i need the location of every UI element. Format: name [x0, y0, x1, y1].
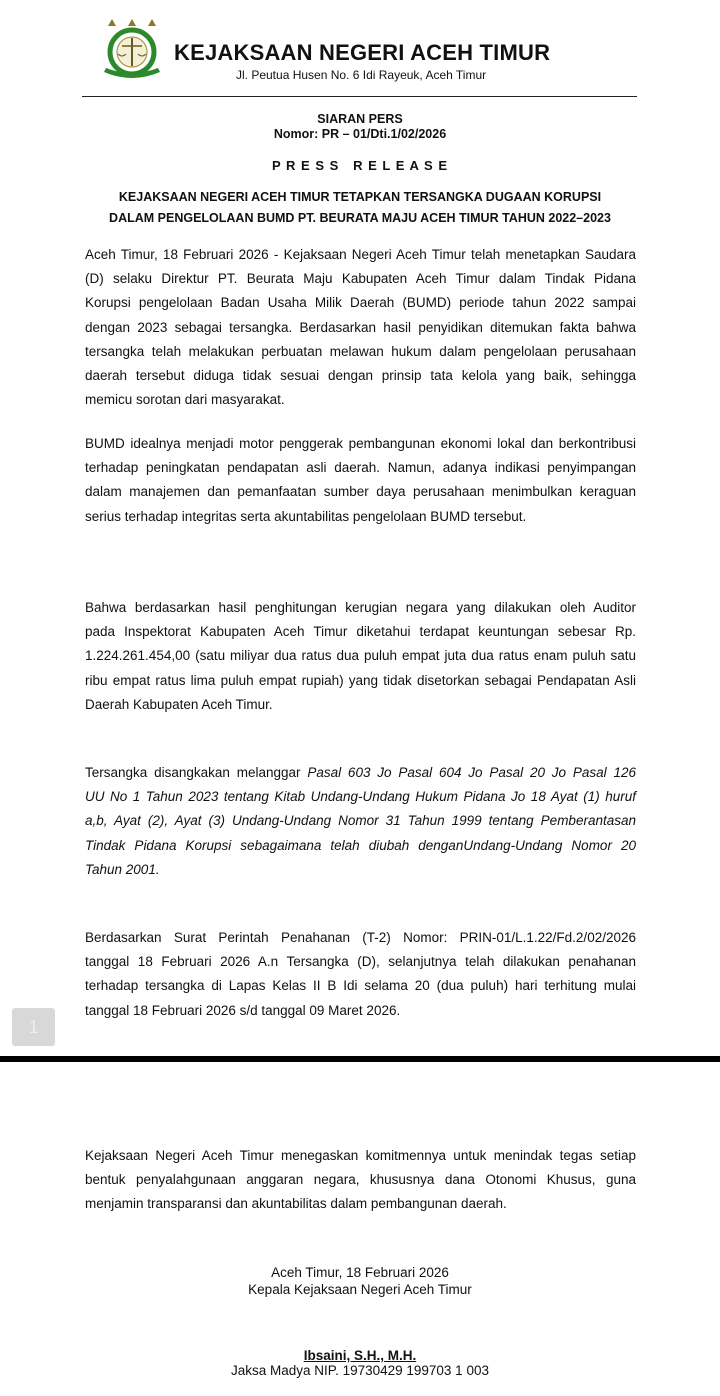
italic-segment: a,b, Ayat (2), Ayat (3) Undang-Undang Nomor 31 Tahun 1999 tentang Pemberantasan: [85, 813, 636, 829]
page-break: [0, 1056, 720, 1062]
release-number: Nomor: PR – 01/Dti.1/02/2026: [273, 127, 447, 141]
paragraph-line: menjamin transparansi dan akuntabilitas dalam pembangunan daerah.: [85, 1196, 507, 1212]
paragraph-line: Kejaksaan Negeri Aceh Timur menegaskan komitmennya untuk menindak tegas setiap: [85, 1148, 636, 1163]
paragraph-line: bentuk penyalahgunaan anggaran negara, khususnya dana Otonomi Khusus, guna: [85, 1172, 636, 1188]
paragraph-line: [85, 789, 636, 804]
page-number-badge: 1: [12, 1008, 55, 1046]
paragraph-line: (D) selaku Direktur PT. Beurata Maju Kabupaten Aceh Timur dalam Tindak Pidana: [85, 271, 636, 287]
paragraph-line: serius terhadap integritas serta akuntabilitas pengelolaan BUMD tersebut.: [85, 508, 527, 524]
paragraph-line: Korupsi pengelolaan Badan Usaha Milik Daerah (BUMD) periode tahun 2022 sampai: [85, 295, 636, 311]
italic-segment: Tahun 2001.: [85, 861, 160, 877]
italic-segment: UU No 1 Tahun 2023 tentang Kitab Undang-Undang Hukum Pidana Jo 18 Ayat (1) huruf: [85, 789, 636, 805]
paragraph-line: tanggal 18 Februari 2026 s/d tanggal 09 Maret 2026.: [85, 1002, 401, 1018]
closing-position: Kepala Kejaksaan Negeri Aceh Timur: [248, 1282, 472, 1297]
signatory-name: Ibsaini, S.H., M.H.: [303, 1348, 417, 1363]
paragraph-line: Aceh Timur, 18 Februari 2026 - Kejaksaan Negeri Aceh Timur telah menetapkan Saudara: [85, 247, 636, 262]
org-name: KEJAKSAAN NEGERI ACEH TIMUR: [174, 40, 551, 65]
headline-line: DALAM PENGELOLAAN BUMD PT. BEURATA MAJU ACEH TIMUR TAHUN 2022–2023: [109, 211, 611, 225]
paragraph-line: Daerah Kabupaten Aceh Timur.: [85, 696, 273, 712]
headline-line: KEJAKSAAN NEGERI ACEH TIMUR TETAPKAN TERSANGKA DUGAAN KORUPSI: [118, 190, 602, 204]
paragraph-line: memicu sorotan dari masyarakat.: [85, 392, 285, 408]
paragraph-line: dengan 2023 sebagai tersangka. Berdasarkan hasil penyidikan ditemukan fakta bahwa: [85, 319, 636, 335]
paragraph-line: terhadap tersangka di Lapas Kelas II B Idi selama 20 (dua puluh) hari terhitung mulai: [85, 978, 636, 994]
signatory-nip: Jaksa Madya NIP. 19730429 199703 1 003: [231, 1363, 489, 1378]
paragraph-line: tersangka telah melakukan perbuatan melawan hukum dalam pengelolaan perusahaan: [85, 343, 636, 359]
org-address: Jl. Peutua Husen No. 6 Idi Rayeuk, Aceh Timur: [236, 68, 487, 82]
paragraph-line: dalam manajemen dan pemanfaatan sumber daya perusahaan menimbulkan keraguan: [85, 484, 636, 500]
paragraph-line: ribu empat ratus lima puluh empat rupiah) yang tidak disetorkan sebagai Pendapatan Asli: [85, 672, 636, 688]
kejaksaan-emblem-icon: [98, 16, 166, 82]
release-label: SIARAN PERS: [317, 112, 403, 126]
paragraph-line: daerah tersebut diduga tidak sesuai dengan prinsip tata kelola yang baik, sehingga: [85, 368, 636, 383]
paragraph-line: [85, 813, 636, 828]
italic-segment: Tindak Pidana Korupsi sebagaimana telah diubah denganUndang-Undang Nomor 20: [85, 837, 636, 853]
paragraph-line: Berdasarkan Surat Perintah Penahanan (T-2) Nomor: PRIN-01/L.1.22/Fd.2/02/2026: [85, 930, 636, 945]
paragraph-line: [85, 838, 636, 853]
paragraph-line: terhadap peningkatan pendapatan asli daerah. Namun, adanya indikasi penyimpangan: [85, 460, 636, 476]
text-segment: Tersangka disangkakan melanggar: [85, 765, 308, 780]
paragraph-line: Bahwa berdasarkan hasil penghitungan kerugian negara yang dilakukan oleh Auditor: [85, 600, 636, 615]
paragraph-line: [85, 765, 636, 780]
paragraph-line: pada Inspektorat Kabupaten Aceh Timur diketahui terdapat keuntungan sebesar Rp.: [85, 624, 636, 640]
italic-segment: Pasal 603 Jo Pasal 604 Jo Pasal 20 Jo Pasal 126: [307, 765, 636, 780]
paragraph-line: tanggal 18 Februari 2026 A.n Tersangka (D), selanjutnya telah dilakukan penahanan: [85, 954, 636, 970]
header-divider: [82, 96, 637, 97]
paragraph-line: [85, 862, 636, 877]
paragraph-line: 1.224.261.454,00 (satu miliyar dua ratus dua puluh empat juta dua ratus enam puluh satu: [85, 648, 636, 664]
press-release-heading: P R E S S R E L E A S E: [272, 158, 448, 173]
paragraph-line: BUMD idealnya menjadi motor penggerak pembangunan ekonomi lokal dan berkontribusi: [85, 436, 636, 451]
closing-place-date: Aceh Timur, 18 Februari 2026: [271, 1265, 449, 1280]
